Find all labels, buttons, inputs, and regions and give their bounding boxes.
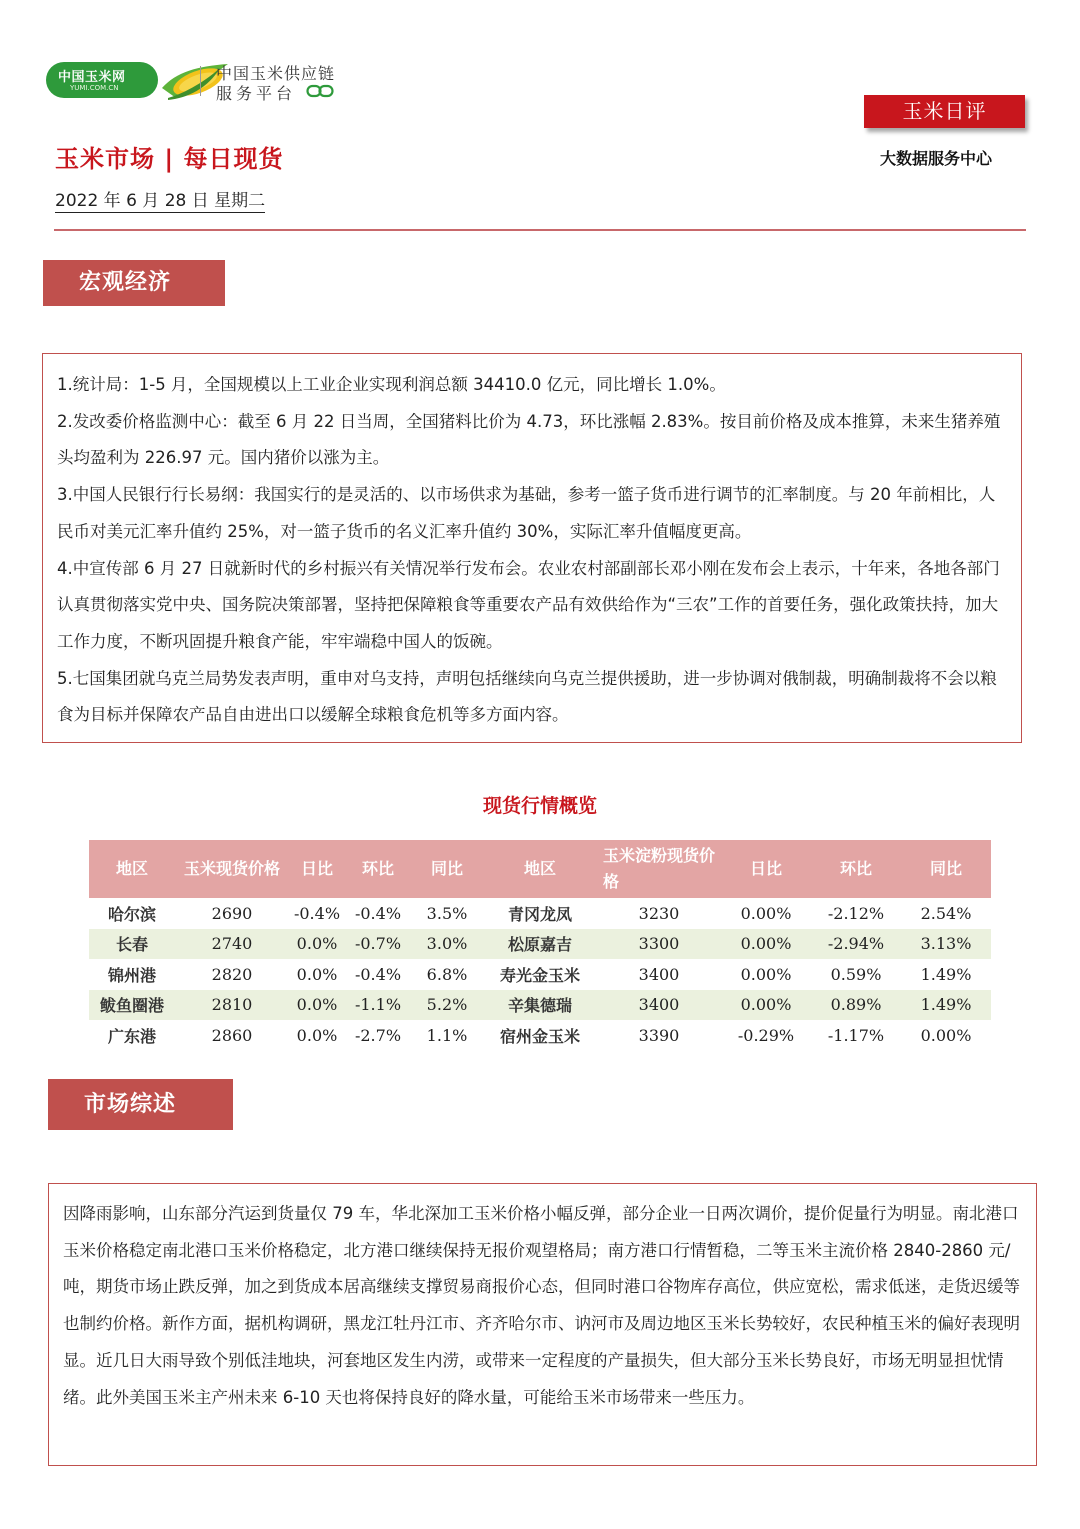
table-cell: -2.12%	[827, 903, 885, 923]
table-title: 现货行情概览	[482, 795, 597, 817]
section-header-macro: 宏观经济	[43, 260, 225, 306]
table-cell: 0.00%	[920, 1025, 972, 1045]
table-cell: 0.00%	[721, 929, 811, 960]
table-cell: 0.00%	[740, 903, 792, 923]
table-cell: 3.5%	[426, 903, 468, 923]
table-cell: 2690	[211, 903, 253, 923]
table-cell: 长春	[89, 929, 175, 960]
table-cell: 3390	[638, 1025, 680, 1045]
table-cell: 广东港	[107, 1026, 156, 1046]
table-row	[89, 898, 991, 929]
table-cell: 0.0%	[296, 1025, 338, 1045]
table-cell: 0.00%	[721, 990, 811, 1021]
macro-item: 1.统计局：1-5 月，全国规模以上工业企业实现利润总额 34410.0 亿元，同比增长 1.0%。	[57, 375, 726, 394]
table-cell: -0.4%	[354, 964, 402, 984]
macro-item: 3.中国人民银行行长易纲：我国实行的是灵活的、以市场供求为基础，参考一篮子货币进行调节的汇率制度。与 20 年前相比，人民币对美元汇率升值约 25%，对一篮子货币的名义汇率升值约 30%，实际汇率升值幅度更高。	[57, 485, 996, 541]
table-cell: 哈尔滨	[107, 904, 156, 924]
table-cell: 6.8%	[426, 964, 468, 984]
table-cell: 1.49%	[920, 964, 972, 984]
col-header: 日比	[289, 840, 345, 898]
site-logo[interactable]	[46, 58, 191, 104]
table-cell: 3.0%	[411, 929, 483, 960]
table-cell: 3300	[597, 929, 721, 960]
table-cell: 青冈龙凤	[507, 904, 572, 924]
table-row	[89, 990, 991, 1021]
macro-news-box	[42, 353, 1022, 743]
col-header: 地区	[483, 840, 597, 898]
table-header-row	[89, 840, 991, 898]
table-cell: 0.00%	[740, 964, 792, 984]
table-cell: 2860	[211, 1025, 253, 1045]
table-cell: 1.1%	[426, 1025, 468, 1045]
table-cell: 2740	[175, 929, 289, 960]
logo-subtext: YUMI.COM.CN	[70, 84, 119, 92]
brand-divider	[200, 66, 201, 96]
brand-subname: 服务平台	[216, 84, 297, 103]
col-header: 玉米淀粉现货价格	[597, 840, 721, 898]
table-cell: -2.94%	[811, 929, 901, 960]
header-divider	[54, 229, 1026, 231]
report-tag: 玉米日评	[864, 95, 1025, 128]
table-cell: -1.1%	[345, 990, 411, 1021]
macro-item: 5.七国集团就乌克兰局势发表声明，重申对乌支持，声明包括继续向乌克兰提供援助，进一步协调对俄制裁，明确制裁将不会以粮食为目标并保障农产品自由进出口以缓解全球粮食危机等多方面内容。	[57, 668, 997, 725]
col-header: 同比	[901, 840, 991, 898]
macro-item: 2.发改委价格监测中心：截至 6 月 22 日当周，全国猪料比价为 4.73，环比涨幅 2.83%。按目前价格及成本推算，未来生猪养殖头均盈利为 226.97 元。国内猪价以涨为主。	[57, 411, 1001, 468]
market-summary-box	[48, 1183, 1037, 1466]
table-cell: 0.89%	[811, 990, 901, 1021]
market-summary-text: 因降雨影响，山东部分汽运到货量仅 79 车，华北深加工玉米价格小幅反弹，部分企业一日两次调价，提价促量行为明显。南北港口玉米价格稳定南北港口玉米价格稳定，北方港口继续保持无报价观望格局；南方港口行情暂稳，二等玉米主流价格 2840-2860 元/吨，期货市场止跌反弹，加之到货成本居高继续支撑贸易商报价心态，但同时港口谷物库存高位，供应宽松，需求低迷，走货迟缓等也制约价格。新作方面，据机构调研，黑龙江牡丹江市、齐齐哈尔市、讷河市及周边地区玉米长势较好，农民种植玉米的偏好表现明显。近几日大雨导致个别低洼地块，河套地区发生内涝，或带来一定程度的产量损失，但大部分玉米长势良好，市场无明显担忧情绪。此外美国玉米主产州未来 6-10 天也将保持良好的降水量，可能给玉米市场带来一些压力。	[63, 1204, 1020, 1407]
col-header: 玉米现货价格	[175, 840, 289, 898]
section-header-market: 市场综述	[48, 1079, 233, 1130]
table-cell: 宿州金玉米	[499, 1026, 580, 1046]
macro-item: 4.中宣传部 6 月 27 日就新时代的乡村振兴有关情况举行发布会。农业农村部副部长邓小刚在发布会上表示，十年来，各地各部门认真贯彻落实党中央、国务院决策部署，坚持把保障粮食等重要农产品有效供给作为“三农”工作的首要任务，强化政策扶持，加大工作力度，不断巩固提升粮食产能，牢牢端稳中国人的饭碗。	[57, 558, 1000, 651]
table-cell: 5.2%	[411, 990, 483, 1021]
table-cell: 2820	[211, 964, 253, 984]
table-cell: 3400	[638, 964, 680, 984]
col-header: 地区	[89, 840, 175, 898]
logo-text: 中国玉米网	[58, 70, 126, 85]
department-label: 大数据服务中心	[880, 149, 993, 168]
spot-price-table	[89, 840, 991, 1051]
table-cell: 3230	[638, 903, 680, 923]
table-cell: -0.29%	[737, 1025, 795, 1045]
table-cell: 3400	[597, 990, 721, 1021]
table-cell: -0.4%	[293, 903, 341, 923]
table-cell: -0.7%	[345, 929, 411, 960]
report-date: 2022 年 6 月 28 日 星期二	[55, 186, 265, 213]
table-cell: 1.49%	[901, 990, 991, 1021]
table-cell: 0.0%	[296, 964, 338, 984]
col-header: 环比	[811, 840, 901, 898]
table-cell: 0.0%	[289, 929, 345, 960]
table-cell: 3.13%	[901, 929, 991, 960]
page-title: 玉米市场 | 每日现货	[55, 145, 284, 173]
table-cell: 寿光金玉米	[499, 965, 580, 985]
table-cell: 鲅鱼圈港	[89, 990, 175, 1021]
table-cell: 2810	[175, 990, 289, 1021]
table-cell: 松原嘉吉	[483, 929, 597, 960]
table-row	[89, 929, 991, 960]
table-cell: 0.59%	[830, 964, 882, 984]
table-row	[89, 959, 991, 990]
col-header: 同比	[411, 840, 483, 898]
table-cell: 辛集德瑞	[483, 990, 597, 1021]
table-cell: -1.17%	[827, 1025, 885, 1045]
table-cell: 0.0%	[289, 990, 345, 1021]
table-cell: 锦州港	[107, 965, 156, 985]
chain-link-icon	[306, 84, 334, 98]
table-cell: -0.4%	[354, 903, 402, 923]
col-header: 日比	[721, 840, 811, 898]
col-header: 环比	[345, 840, 411, 898]
table-cell: -2.7%	[354, 1025, 402, 1045]
table-row	[89, 1020, 991, 1051]
brand-name: 中国玉米供应链	[216, 64, 336, 83]
table-cell: 2.54%	[920, 903, 972, 923]
